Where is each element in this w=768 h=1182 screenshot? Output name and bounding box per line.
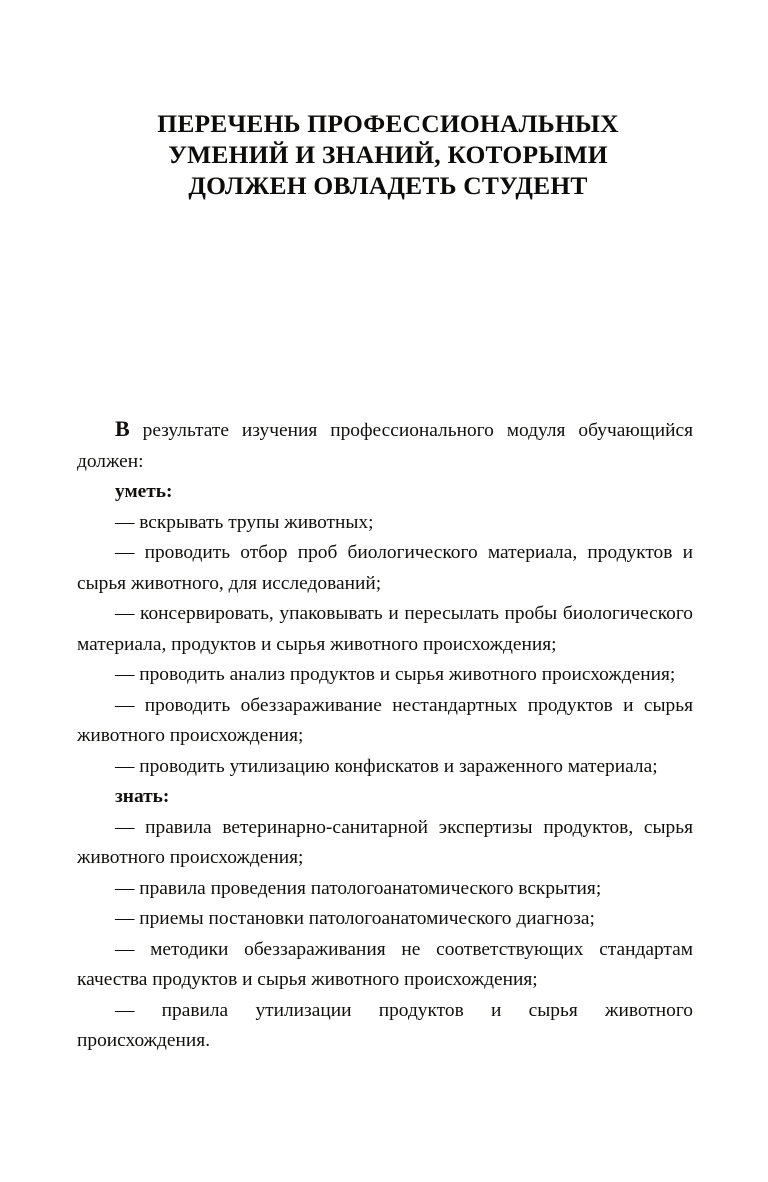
page-title-line-2: УМЕНИЙ И ЗНАНИЙ, КОТОРЫМИ xyxy=(168,140,608,169)
list-item: — проводить анализ продуктов и сырья животного происхождения; xyxy=(115,664,676,685)
list-item: — приемы постановки патологоанатомического диагноза; xyxy=(115,908,595,929)
page-title-line-3: ДОЛЖЕН ОВЛАДЕТЬ СТУДЕНТ xyxy=(188,171,588,200)
list-item: — правила проведения патологоанатомического вскрытия; xyxy=(115,877,602,899)
intro-dropcap: В xyxy=(115,416,130,441)
list-item: — методики обеззараживания не соответствующих стандартам качества продуктов и сырья животного происхождения; xyxy=(77,938,693,990)
list-item: — вскрывать трупы животных; xyxy=(115,511,374,533)
section-label-umet: уметь: xyxy=(115,481,173,502)
title-block xyxy=(77,108,691,201)
intro-text: результате изучения профессионального модуля обучающийся должен: xyxy=(77,420,693,472)
section-label-znat: знать: xyxy=(115,786,170,807)
list-item: — проводить отбор проб биологического материала, продуктов и сырья животного, для исследований; xyxy=(77,542,693,594)
intro-paragraph xyxy=(77,414,693,477)
body-text xyxy=(77,414,693,1057)
list-item: — правила утилизации продуктов и сырья животного происхождения. xyxy=(77,999,693,1051)
list-item: — консервировать, упаковывать и пересылать пробы биологического материала, продуктов и сырья животного происхождения; xyxy=(77,603,693,655)
page-title xyxy=(77,108,691,201)
page-title-line-1: ПЕРЕЧЕНЬ ПРОФЕССИОНАЛЬНЫХ xyxy=(157,109,619,138)
list-item: — проводить утилизацию конфискатов и зараженного материала; xyxy=(115,755,658,777)
list-item: — проводить обеззараживание нестандартных продуктов и сырья животного происхождения; xyxy=(77,694,693,746)
list-item: — правила ветеринарно-санитарной экспертизы продуктов, сырья животного происхождения; xyxy=(77,816,693,868)
